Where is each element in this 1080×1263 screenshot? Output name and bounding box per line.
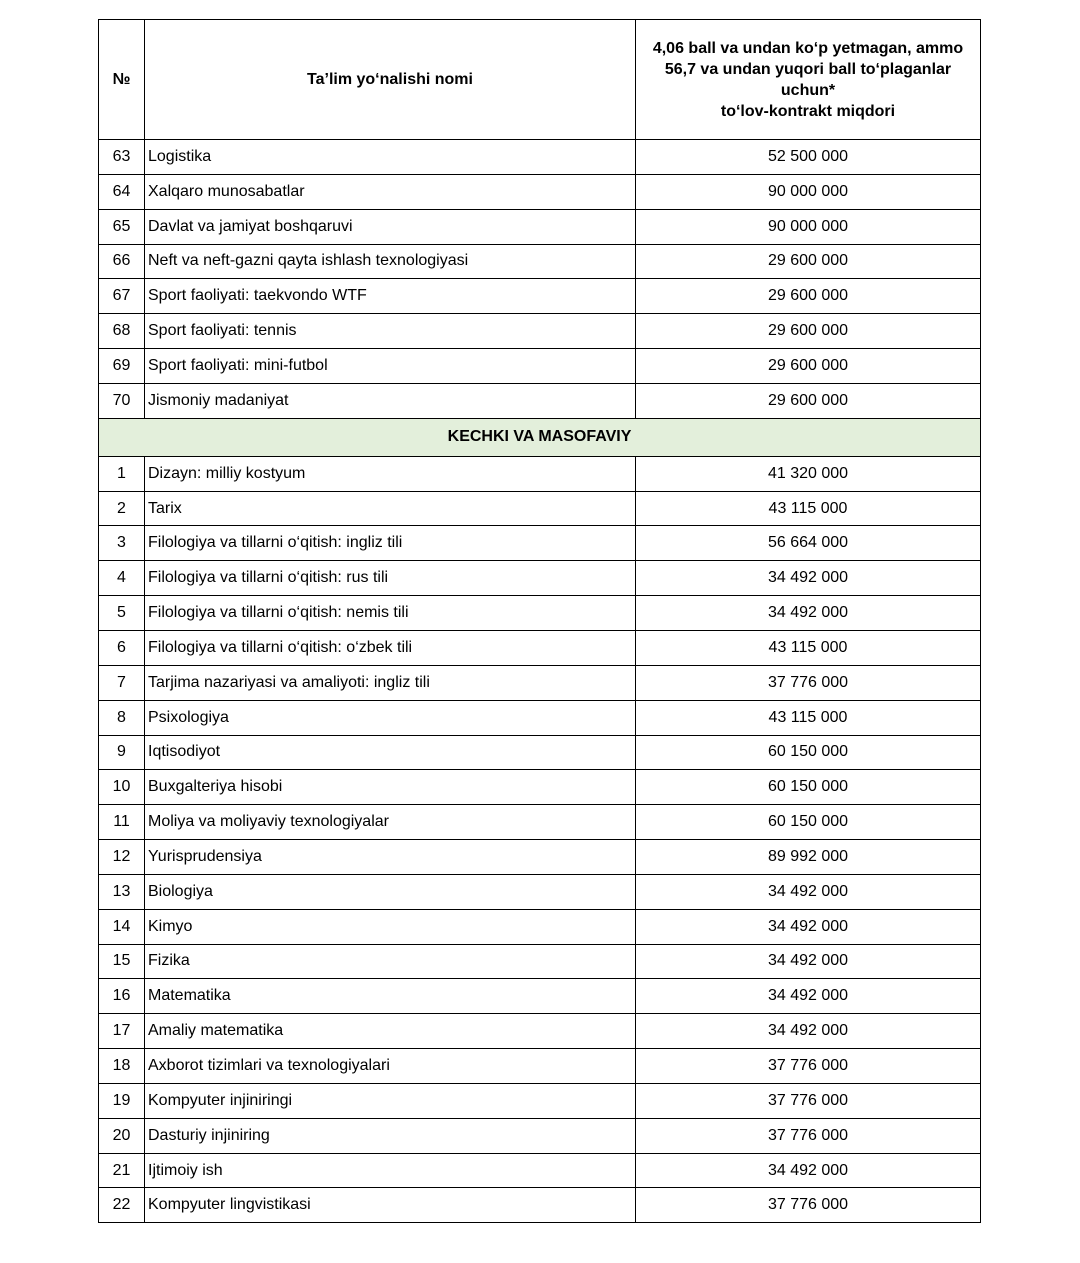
table-row [99, 979, 981, 1014]
table-row [99, 383, 981, 418]
contract-fee: 29 600 000 [636, 279, 981, 314]
contract-fee: 34 492 000 [636, 596, 981, 631]
row-number: 18 [99, 1049, 145, 1084]
program-name: Yurisprudensiya [145, 840, 636, 875]
contract-fee: 60 150 000 [636, 805, 981, 840]
row-number: 4 [99, 561, 145, 596]
program-name: Axborot tizimlari va texnologiyalari [145, 1049, 636, 1084]
table-row [99, 944, 981, 979]
table-row [99, 1049, 981, 1084]
table-row [99, 1083, 981, 1118]
table-row [99, 805, 981, 840]
program-name: Dasturiy injiniring [145, 1118, 636, 1153]
row-number: 9 [99, 735, 145, 770]
program-name: Matematika [145, 979, 636, 1014]
table-row [99, 630, 981, 665]
program-name: Sport faoliyati: taekvondo WTF [145, 279, 636, 314]
rows-after-section [99, 456, 981, 1223]
program-name: Filologiya va tillarni o‘qitish: o‘zbek tili [145, 630, 636, 665]
header-number: № [99, 20, 145, 140]
table-row [99, 456, 981, 491]
table-row [99, 1188, 981, 1223]
table-row [99, 874, 981, 909]
table-row [99, 174, 981, 209]
program-name: Filologiya va tillarni o‘qitish: nemis tili [145, 596, 636, 631]
contract-fee: 34 492 000 [636, 944, 981, 979]
row-number: 14 [99, 909, 145, 944]
row-number: 22 [99, 1188, 145, 1223]
row-number: 5 [99, 596, 145, 631]
contract-fee: 37 776 000 [636, 1083, 981, 1118]
table-row [99, 279, 981, 314]
contract-fee: 56 664 000 [636, 526, 981, 561]
header-fee-line: to‘lov-kontrakt miqdori [720, 102, 896, 120]
header-fee-line: uchun* [780, 81, 836, 99]
program-name: Kompyuter lingvistikasi [145, 1188, 636, 1223]
table-row [99, 491, 981, 526]
program-name: Tarjima nazariyasi va amaliyoti: ingliz tili [145, 665, 636, 700]
row-number: 1 [99, 456, 145, 491]
table-row [99, 665, 981, 700]
program-name: Psixologiya [145, 700, 636, 735]
program-name: Ijtimoiy ish [145, 1153, 636, 1188]
table-row [99, 700, 981, 735]
fee-table [98, 19, 981, 1223]
program-name: Kompyuter injiniringi [145, 1083, 636, 1118]
table-row [99, 1014, 981, 1049]
table-row [99, 735, 981, 770]
section-header-row [99, 418, 981, 456]
program-name: Neft va neft-gazni qayta ishlash texnologiyasi [145, 244, 636, 279]
program-name: Filologiya va tillarni o‘qitish: rus tili [145, 561, 636, 596]
contract-fee: 41 320 000 [636, 456, 981, 491]
contract-fee: 89 992 000 [636, 840, 981, 875]
row-number: 69 [99, 349, 145, 384]
contract-fee: 60 150 000 [636, 735, 981, 770]
contract-fee: 90 000 000 [636, 209, 981, 244]
row-number: 20 [99, 1118, 145, 1153]
contract-fee: 43 115 000 [636, 700, 981, 735]
row-number: 65 [99, 209, 145, 244]
header-fee-line: 4,06 ball va undan ko‘p yetmagan, ammo [652, 39, 964, 57]
row-number: 70 [99, 383, 145, 418]
table-row [99, 209, 981, 244]
row-number: 10 [99, 770, 145, 805]
program-name: Buxgalteriya hisobi [145, 770, 636, 805]
row-number: 12 [99, 840, 145, 875]
program-name: Iqtisodiyot [145, 735, 636, 770]
header-fee-line: 56,7 va undan yuqori ball to‘plaganlar [664, 60, 952, 78]
row-number: 2 [99, 491, 145, 526]
table-row [99, 596, 981, 631]
program-name: Jismoniy madaniyat [145, 383, 636, 418]
row-number: 64 [99, 174, 145, 209]
table-row [99, 314, 981, 349]
row-number: 11 [99, 805, 145, 840]
program-name: Logistika [145, 140, 636, 175]
rows-before-section [99, 140, 981, 419]
contract-fee: 29 600 000 [636, 314, 981, 349]
contract-fee: 43 115 000 [636, 491, 981, 526]
table-row [99, 909, 981, 944]
contract-fee: 29 600 000 [636, 244, 981, 279]
program-name: Fizika [145, 944, 636, 979]
header-fee [636, 20, 981, 140]
row-number: 13 [99, 874, 145, 909]
header-program-name: Ta’lim yo‘nalishi nomi [145, 20, 636, 140]
contract-fee: 34 492 000 [636, 874, 981, 909]
table-row [99, 526, 981, 561]
contract-fee: 90 000 000 [636, 174, 981, 209]
table-row [99, 244, 981, 279]
contract-fee: 34 492 000 [636, 909, 981, 944]
contract-fee: 29 600 000 [636, 349, 981, 384]
table-row [99, 840, 981, 875]
contract-fee: 37 776 000 [636, 1188, 981, 1223]
row-number: 3 [99, 526, 145, 561]
program-name: Sport faoliyati: mini-futbol [145, 349, 636, 384]
table-row [99, 349, 981, 384]
table-row [99, 140, 981, 175]
row-number: 8 [99, 700, 145, 735]
program-name: Davlat va jamiyat boshqaruvi [145, 209, 636, 244]
contract-fee: 43 115 000 [636, 630, 981, 665]
row-number: 7 [99, 665, 145, 700]
program-name: Xalqaro munosabatlar [145, 174, 636, 209]
row-number: 21 [99, 1153, 145, 1188]
table-row [99, 1118, 981, 1153]
program-name: Filologiya va tillarni o‘qitish: ingliz tili [145, 526, 636, 561]
row-number: 15 [99, 944, 145, 979]
table-row [99, 1153, 981, 1188]
contract-fee: 37 776 000 [636, 665, 981, 700]
program-name: Dizayn: milliy kostyum [145, 456, 636, 491]
program-name: Amaliy matematika [145, 1014, 636, 1049]
program-name: Sport faoliyati: tennis [145, 314, 636, 349]
contract-fee: 34 492 000 [636, 1153, 981, 1188]
row-number: 67 [99, 279, 145, 314]
row-number: 68 [99, 314, 145, 349]
row-number: 17 [99, 1014, 145, 1049]
contract-fee: 34 492 000 [636, 561, 981, 596]
section-body [99, 418, 981, 456]
table-row [99, 561, 981, 596]
table-row [99, 770, 981, 805]
contract-fee: 34 492 000 [636, 979, 981, 1014]
contract-fee: 52 500 000 [636, 140, 981, 175]
contract-fee: 29 600 000 [636, 383, 981, 418]
row-number: 19 [99, 1083, 145, 1118]
program-name: Tarix [145, 491, 636, 526]
program-name: Biologiya [145, 874, 636, 909]
program-name: Moliya va moliyaviy texnologiyalar [145, 805, 636, 840]
section-title: KECHKI VA MASOFAVIY [99, 418, 981, 456]
contract-fee: 37 776 000 [636, 1049, 981, 1084]
row-number: 6 [99, 630, 145, 665]
table-header-row [99, 20, 981, 140]
contract-fee: 37 776 000 [636, 1118, 981, 1153]
row-number: 66 [99, 244, 145, 279]
program-name: Kimyo [145, 909, 636, 944]
row-number: 16 [99, 979, 145, 1014]
contract-fee: 34 492 000 [636, 1014, 981, 1049]
row-number: 63 [99, 140, 145, 175]
contract-fee: 60 150 000 [636, 770, 981, 805]
